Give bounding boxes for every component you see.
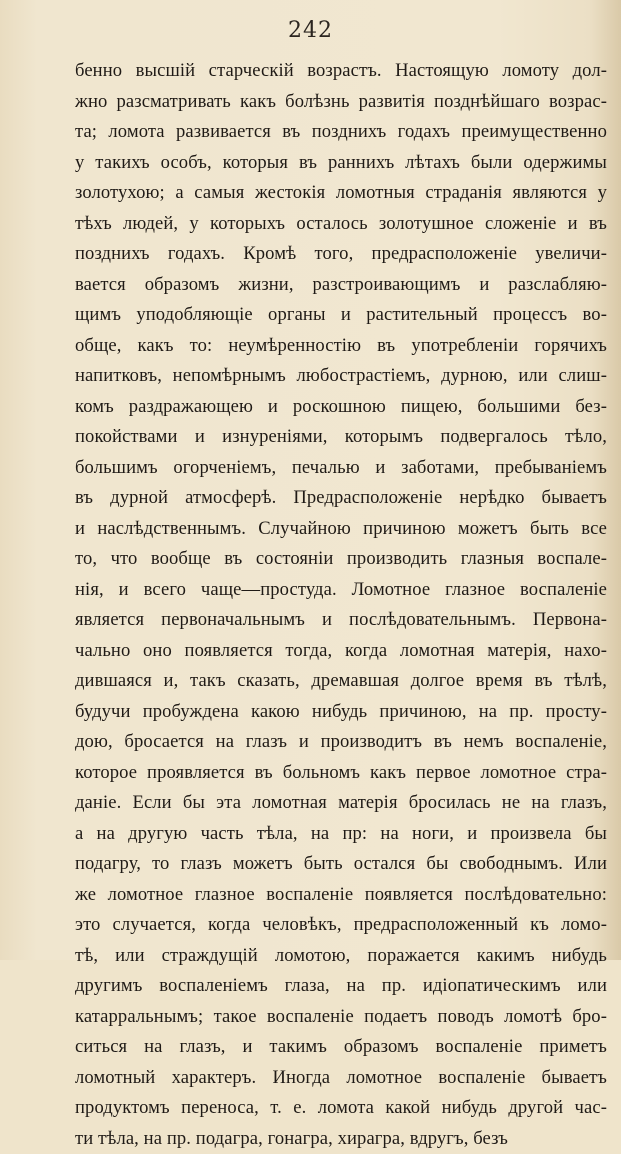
text-line: комъ раздражающею и роскошною пищею, большими без- [75, 392, 607, 423]
text-line: будучи пробуждена какою нибудь причиною, на пр. просту- [75, 697, 607, 728]
text-line: покойствами и изнуреніями, которымъ подвергалось тѣло, [75, 422, 607, 453]
text-line: тѣхъ людей, у которыхъ осталось золотушное сложеніе и въ [75, 209, 607, 240]
text-line: дою, бросается на глазъ и производитъ въ немъ воспаленіе, [75, 727, 607, 758]
text-line: и наслѣдственнымъ. Случайною причиною можетъ быть все [75, 514, 607, 545]
text-line: другимъ воспаленіемъ глаза, на пр. идіопатическимъ или [75, 971, 607, 1002]
text-line: дившаяся и, такъ сказать, дремавшая долгое время въ тѣлѣ, [75, 666, 607, 697]
text-line: та; ломота развивается въ позднихъ годахъ преимущественно [75, 117, 607, 148]
text-line: большимъ огорченіемъ, печалью и заботами, пребываніемъ [75, 453, 607, 484]
text-line: щимъ уподобляющіе органы и растительный процессъ во- [75, 300, 607, 331]
text-line: является первоначальнымъ и послѣдовательнымъ. Первона- [75, 605, 607, 636]
page-number: 242 [0, 18, 621, 43]
text-line: то, что вообще въ состояніи производить глазныя воспале- [75, 544, 607, 575]
text-line: которое проявляется въ больномъ какъ первое ломотное стра- [75, 758, 607, 789]
text-line: а на другую часть тѣла, на пр: на ноги, и произвела бы [75, 819, 607, 850]
text-line: ситься на глазъ, и такимъ образомъ воспаленіе приметъ [75, 1032, 607, 1063]
text-line: ломотный характеръ. Иногда ломотное воспаленіе бываетъ [75, 1063, 607, 1094]
text-line: у такихъ особъ, которыя въ раннихъ лѣтахъ были одержимы [75, 148, 607, 179]
text-line: вается образомъ жизни, разстроивающимъ и разслабляю- [75, 270, 607, 301]
text-line: это случается, когда человѣкъ, предрасположенный къ ломо- [75, 910, 607, 941]
text-line: въ дурной атмосферѣ. Предрасположеніе нерѣдко бываетъ [75, 483, 607, 514]
text-line: напитковъ, непомѣрнымъ любострастіемъ, дурною, или слиш- [75, 361, 607, 392]
text-line: даніе. Если бы эта ломотная матерія бросилась не на глазъ, [75, 788, 607, 819]
text-line: подагру, то глазъ можетъ быть остался бы свободнымъ. Или [75, 849, 607, 880]
text-line: продуктомъ переноса, т. е. ломота какой нибудь другой час- [75, 1093, 607, 1124]
text-line: жно разсматривать какъ болѣзнь развитія позднѣйшаго возрас- [75, 87, 607, 118]
text-line: катарральнымъ; такое воспаленіе подаетъ поводъ ломотѣ бро- [75, 1002, 607, 1033]
text-line: ти тѣла, на пр. подагра, гонагра, хирагра, вдругъ, безъ [75, 1124, 607, 1154]
text-line: бенно высшій старческій возрастъ. Настоящую ломоту дол- [75, 56, 607, 87]
text-line: золотухою; а самыя жестокія ломотныя страданія являются у [75, 178, 607, 209]
text-line: же ломотное глазное воспаленіе появляется послѣдовательно: [75, 880, 607, 911]
text-line: нія, и всего чаще—простуда. Ломотное глазное воспаленіе [75, 575, 607, 606]
text-line: обще, какъ то: неумѣренностію въ употребленіи горячихъ [75, 331, 607, 362]
text-line: позднихъ годахъ. Кромѣ того, предрасположеніе увеличи- [75, 239, 607, 270]
body-text [75, 56, 607, 1154]
text-line: чально оно появляется тогда, когда ломотная матерія, нахо- [75, 636, 607, 667]
text-line: тѣ, или страждущій ломотою, поражается какимъ нибудь [75, 941, 607, 972]
